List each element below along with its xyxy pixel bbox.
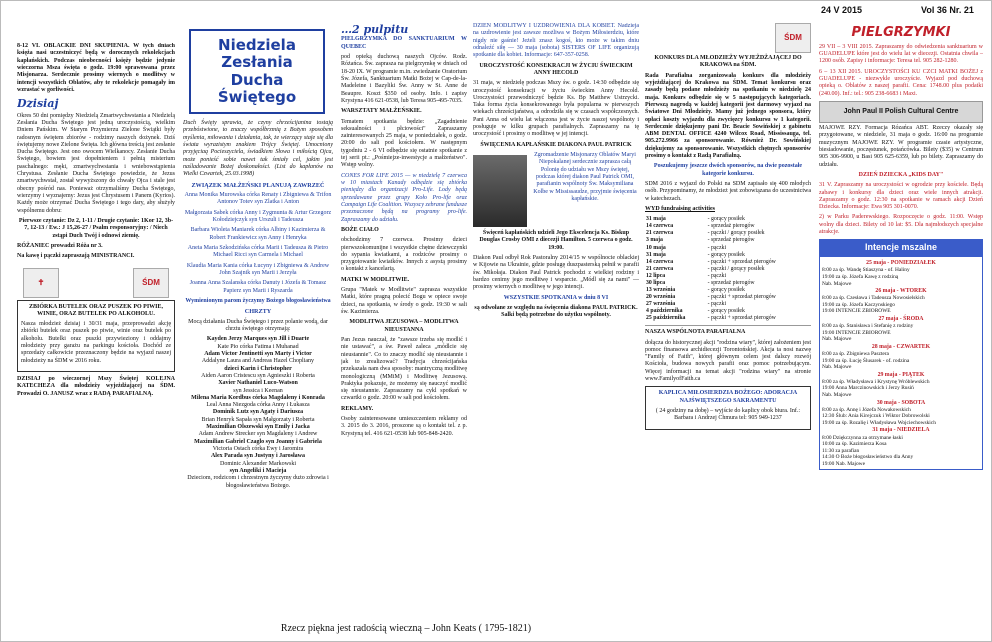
fund-row (645, 245, 811, 252)
baptism-item: Maximilian Gabriel Czaglo syn Joanny i Gabriela (194, 438, 322, 445)
column-5 (645, 23, 811, 434)
intention-row: Nab. Majowe (822, 392, 852, 399)
rosary-notice: RÓŻANIEC prowadzi Róża nr 3. (17, 242, 103, 249)
mothers-heading: MATKI W MODLITWIE. (341, 276, 410, 283)
intention-row: 19:00 za śp. Józefa Kawę z rodziną (822, 274, 899, 281)
intention-row: 19:00 za śp. Łucję Ślusarek - of. rodzina (822, 357, 910, 364)
kids-day-heading: DZIEŃ DZIECKA „KIDS DAY" (858, 171, 944, 178)
fund-date: 21 czerwca (646, 265, 674, 272)
retreat-notice: 8-12 VI. OBLACKIE DNI SKUPIENIA. W tych dniach księża nasi uczestniczyć będą w dorocznych rekolekcjach kapłańskich. Podczas nieobecności księży będzie jedynie wieczorna Msza święta o godz. 19:00 sprawowana przez Misjonarza. Serdecznie prosimy wiernych o modlitwy w intencji wszystkich Oblatów, aby te rekolekcje pomagały im wzrastać w gorliwości. (17, 43, 175, 93)
intentions-heading: Intencje mszalne (819, 239, 983, 256)
sdm-text: SDM 2016 z wyjazd do Polski na SDM zapisało się 400 młodych osób. Przypominamy, że młodzież jest zobowiązana do uczestnictwa w katechezach. (645, 181, 811, 202)
intention-row: 8:00 za śp. Wandę Stiaszyna - of. Haliny (822, 267, 910, 274)
footer-quote: Rzecz piękna jest radością wieczną – John Keats ( 1795-1821) (280, 622, 532, 634)
intention-row: Nab. Majowe (822, 336, 852, 343)
fund-activity: - sprzedaż pierogów (707, 237, 755, 244)
fund-row (645, 315, 811, 322)
cones-text: CONES FOR LIFE 2015 — w niedzielę 7 czerwca w 10 miastach Kanady odbędzie się zbiórka pieniędzy dla organizacji Pro-Life. Lody będą sprzedawane przez grupy Koło Pro-life oraz Campaign Life Coalition. Wszyscy zebrane fundusze przeznaczone będą na programy pro-life. Zapraszamy do udziału. (341, 172, 467, 223)
fund-row (645, 237, 811, 244)
fund-activity: - gorący posiłek (707, 251, 745, 258)
fund-activity: - pączki (707, 272, 727, 279)
fund-date: 30 lipca (646, 279, 666, 286)
couple-item: Anna Monika Murowska córka Renaty i Zbigniewa & Trifon Antonov Totev syn Zlatka i Anton (184, 192, 332, 206)
intention-day: 30 maja - SOBOTA (876, 399, 926, 406)
couple-item: Joanna Anna Szalanska córka Danuty i Józefa & Tomasz Papierz syn Marii i Ryszarda (189, 280, 327, 294)
couple-item: Barbara Wioleta Maniarek córka Albiny i Kazimierza & Robert Frankiewicz syn Anny i Henryka (190, 227, 326, 241)
workshops-text: Tematem spotkania będzie: „Zagadnienie seksualności i płciowości" Zapraszamy zainteresowanych 25 maja, w poniedziałek, o godz. 20:00 do sali pod kościołem. W następnym tygodniu 2 - 6 VI odbędzie się ostatnie spotkanie z tej serii pt.: „Pośmiejze-inwestycje a małżeństwo". Wstęp wolny. (341, 118, 467, 169)
bottle-drive-text: Nasza młodzież dzisiaj i 30/31 maja, przeprowadzi akcję zbiórki butelek oraz puszek po piwie, winie oraz butelek po alkoholu. Butelki oraz puszki przywieziony i oddajmy młodzieży przy garażu na parkingu kościoła. Dochód ze sprzedaży całkowicie przeznaczony będzie na wyjazd naszej młodzieży na ŚDM w 2016 roku. (21, 321, 171, 364)
couple-item: Aneta Maria Szkodzińska córka Marii i Tadeusza & Pietro Michael Ricci syn Carmela i Michael (187, 244, 329, 259)
chapel-heading: KAPLICA MIŁOSIERDZIA BOŻEGO: ADORACJA NAJŚWIĘTSZEGO SAKRAMENTU (658, 390, 798, 404)
intention-row: 14:30 O Boże błogosławieństwo dla Anny (822, 454, 914, 461)
fund-activity: - sprzedaż pierogów (707, 223, 755, 230)
fund-row (645, 301, 811, 308)
quebec-heading: PIELGRZYMKA DO SANKTUARIUM W QUEBEC (341, 36, 467, 50)
fund-row (645, 266, 811, 273)
pilgrimage-1: 29 VII – 3 VIII 2015. Zapraszamy do odwiedzenia sanktuarium w GUADELUPE które jest do wielu lat w diecezji. Ostatnia chwila – 1200 osób. Zapisy i informacje: Teresa tel. 905 282-1280. (819, 43, 983, 65)
baptism-item: Dominic Alexander Markowski (220, 460, 296, 467)
intention-day: 29 maja - PIĄTEK (877, 371, 925, 378)
fund-row (645, 223, 811, 230)
fund-activity: - gorący posiłek (707, 308, 745, 315)
fund-date: 31 maja (646, 251, 666, 258)
readings: Pierwsze czytanie: Dz 2, 1-11 / Drugie czytanie: 1Kor 12, 3b-7, 12-13 / Ew.: J 15,26-27 / Psalm responsoryjny: / Niech zstąpi Duch Twój i odnowi ziemię. (18, 217, 174, 239)
contest-heading: KONKURS DLA MŁODZIEŻY WYJEŻDŻAJĄCEJ DO KRAKOWA na ŚDM. (654, 55, 802, 69)
ordination-text: Diakon Paul odbył Rok Pastoralny 2014/15 w wspólnocie oblackiej w Kijowie na Ukrainie, gdzie posługę duszpasterską pełnił w parafii św. Mikołaja. Diakon Paul Patrick pochodzi z wielkiej rodziny i bardzo cenimy jego modlitwę i wsparcie. „Módl się za nami" — prosimy wiernych o modlitwę w jego intencji. (473, 254, 639, 291)
intention-row: Nab. Majowe (822, 364, 852, 371)
meetings-heading: WSZYSTKIE SPOTKANIA w dniu 8 VI (503, 294, 609, 301)
fund-date: 14 czerwca (646, 258, 674, 265)
consecration-heading: UROCZYSTOŚĆ KONSEKRACJI W ŻYCIU ŚWIECKIM ANNY HECOLD (479, 62, 633, 76)
bottle-drive-title: ZBIÓRKA BUTELEK ORAZ PUSZEK PO PIWIE, WINIE, ORAZ BUTELEK PO ALKOHOLU. (28, 303, 164, 317)
fund-row (645, 230, 811, 237)
fund-activity: - gorący posiłek (707, 216, 745, 223)
baptism-item: Brian Henryk Sapała syn Małgorzaty i Roberta (201, 416, 315, 423)
contest-text: Rada Parafialna zorganizowała konkurs dla młodzieży wyjeżdżającej do Krakowa na ŚDM. Temat konkursu oraz zasady będą podane młodzieży na spotkaniu w niedzielę 24 maja. Konkurs odbędzie się w 5 następujących kategoriach. Pierwszą nagrodą w każdej kategorii jest darmowy wyjazd na Światowe Dni Młodzieży. Mamy już jednego sponsora, który opłaci koszty wyjazdu dla zwycięzcy konkursu w 1 kategorii. Serdecznie dziękujemy pani Dr. Beacie Sowińskiej z gabinetu ABM DENTAL OFFICE 4240 Wilcox Road, Mississauga, tel. 905.272.9966 za sponsorowanie. Również Dr. Sowińskiej dziękujemy za sponsorowanie. Wszystkich chętnych sponsorów prosimy o kontakt z Radą Parafialną. (645, 72, 811, 160)
krakow-logo-icon: ŚDM (133, 268, 169, 298)
intentions-list (819, 256, 983, 470)
intention-day: 31 maja - NIEDZIELA (872, 427, 930, 434)
ordination-invite: Zgromadzenie Misjonarzy Oblatów Maryi Niepokalanej serdecznie zaprasza całą Polonię do udziału we Mszy świętej, podczas której diakon Paul Patrick OMI, parafianin wspólnoty Św. Maksymiliana Kolbe w Mississaudze, przyjmie święcenia kapłańskie. (533, 152, 637, 202)
fund-date: 14 czerwca (646, 223, 674, 230)
intention-row: 8:00 Dziękczynna za otrzymane łaski (822, 434, 903, 441)
fund-date: 27 września (646, 301, 676, 307)
intention-row: Nab. Majowe (822, 280, 852, 287)
fund-date: 25 października (646, 315, 686, 322)
baptism-item: dzieci Karin i Christopher (224, 365, 292, 372)
marriage-list (183, 192, 333, 295)
pentecost-title: Niedziela Zesłania Ducha Świętego (189, 29, 325, 114)
baptism-item: Xavier Nathaniel Luco-Watson (218, 380, 298, 387)
fund-activity: - pączki (707, 244, 727, 251)
intention-row: 8:00 za śp. Stanisława i Stefanię z rodziny (822, 323, 914, 330)
baptism-item: Addalyne Laura and Andreas Hazel Chopliany (201, 358, 315, 365)
fund-date: 12 lipca (646, 272, 666, 279)
fund-row (645, 287, 811, 294)
intention-row: 10:00 za śp. Kazimierza Kosa (822, 441, 887, 448)
intention-day: 25 maja - PONIEDZIAŁEK (866, 260, 936, 267)
column-2 (183, 23, 333, 493)
intention-row: 19:00 za śp. Rozalię i Władysława Wojciechowskich (822, 419, 936, 426)
intention-row: 8:00 za śp. Władysława i Krystynę Wróblewskich (822, 378, 930, 385)
sdm-logo-icon: ŚDM (775, 23, 811, 53)
baptism-item: syn Angeliki i Macieja (229, 467, 287, 474)
fund-row (645, 294, 811, 301)
coffee-notice: Na kawę i pączki zapraszają MINISTRANCI. (17, 253, 135, 260)
baptism-item: Alex Parada syn Justyny i Jarosława (210, 453, 306, 460)
fund-row (645, 273, 811, 280)
fund-table (645, 216, 811, 322)
parish-community-text: dołącza do historycznej akcji "rodzina wiary", której założeniem jest pomoc finansowa archidiecezji Torontońskiej. Akcja ta nosi nazwę "Family of Faith", której głównym celem jest dalszy rozwój Kościoła, budowa nowych parafii oraz pomoc potrzebującym. Więcej informacji na temat akcji "rodzina wiary" na stronie www.FamilyofFaith.ca (645, 339, 811, 383)
fund-row (645, 308, 811, 315)
pentecost-quote: Duch Święty sprawia, że czyny chrześcijanina tostają przebóstwione, to znaczy współbrzmią z Bożym sposobem myślenia, miłowania i działania, tak, że wierzący staje się dla świata wyrazistym znakiem Trójcy Świętej. Umocniony przyjęciaą Pocieszyciela, świadkiem Słowa i miłością Ojca, może ponieść sobie nawet tak śmiały cel, jakim jest naśladowanie Bożej doskonałości. (List do kapłanów na Wielki Czwartek, 25.03.1998) (183, 120, 333, 178)
baptism-item: Adam Victor Jentinetti syn Marty i Victor (204, 350, 312, 357)
intention-row: 19:00 Nab. Majowe (822, 460, 865, 467)
intention-row: 19:00 Anna Marczinowskich i Jerzy Rusiń (822, 385, 914, 392)
cultural-centre-banner: John Paul II Polish Cultural Centre (819, 101, 983, 123)
fund-date: 21 czerwca (646, 230, 674, 237)
couple-item: Klaudia Maria Kania córka Łucyny i Zbigniewa & Andrew John Szajnik syn Marii i Jerzyła (186, 262, 330, 276)
ordination-heading: ŚWIĘCENIA KAPŁAŃSKIE DIAKONA PAUL PATRICK (480, 141, 632, 148)
majowe-text: MAJOWE RZY. Formacja Rózańca ABT. Rzeczy okazały się przygotowane, w niedziele, 31 maja o godz. 16:00 na programie muzycznym MAJOWE RZY. W programie czasie artystyczne, biesiadowanie, poczęstunek, potańcówka. Bilety ($35) w Centrum 905 306-9900, u Basi 905 625-6359, lub po bilety. Zapraszamy do udziału. (819, 125, 983, 168)
fund-date: 10 maja (646, 244, 666, 251)
coffee-row (17, 253, 175, 263)
chapel-text: ( 24 godziny na dobę) – wyjście do kaplicy obok biura. Inf.: Barbara i Andrzej Chmura tel: 905 949-1237 (655, 408, 801, 422)
corpus-heading: BOŻE CIAŁO (341, 226, 379, 233)
baptism-wish: Dzieciom, rodzicom i chrzestnym życzymy dużo zdrowia i błogosławieństwa Bożego. (187, 475, 329, 489)
mothers-text: Grupa "Matek w Modlitwie" zaprasza wszystkie Matki, które pragną polecić Bogu w opiece swoje dzieci, na spotkania, w środy o godz. 19:30 w sali św. Kazimierza. (341, 287, 467, 316)
ordination-bishop: Święceń kapłańskich udzieli Jego Ekscelencja Ks. Biskup Douglas Crosby OMI z diecezji Hamilton. 5 czerwca o godz. 19:00. (479, 230, 633, 251)
baptism-item: Aiden Aaron Cristescu syn Agnieszki i Roberta (201, 372, 315, 379)
baptism-item: Maximilian Olszewski syn Emily i Jacka (206, 424, 310, 431)
column-1 (17, 43, 175, 401)
bulletin-volume: Vol 36 Nr. 21 (921, 5, 974, 15)
intention-day: 26 maja - WTOREK (875, 288, 927, 295)
chapel-box (645, 386, 811, 429)
logo-row (23, 268, 169, 298)
fund-activity: - pączki (707, 301, 727, 307)
baptism-item: Kate Pio córka Fatima i Muhanad (217, 343, 299, 350)
fund-row (645, 280, 811, 287)
intention-row: 8:00 za śp. Czesława i Tadeusza Nowosielskich (822, 295, 925, 302)
column-6 (819, 23, 983, 470)
fund-activity: - pączki / gorący posiłek (707, 265, 765, 272)
fund-row (645, 252, 811, 259)
baptism-item: Victoria Ostach córka Ewy i Jaromira (212, 446, 304, 452)
bulletin-date: 24 V 2015 (821, 5, 863, 15)
sdm-logo-row (645, 23, 811, 53)
column-4 (473, 23, 639, 322)
catechesis-notice: DZISIAJ po wieczornej Mszy Świętej KOLEJNA KATECHEZA dla młodzieży wyjeżdżającej na ŚDM. Prowadzi O. JANUSZ wraz z RADĄ PARAFIALNĄ. (17, 376, 175, 397)
fund-date: 4 października (646, 308, 683, 315)
pilgrimages-heading: PIELGRZYMKI (851, 25, 951, 40)
baptism-item: Kayden Jerzy Marques syn Jill i Duarte (206, 336, 310, 343)
fund-activity: - sprzedaż pierogów (707, 279, 755, 286)
baptism-list (183, 336, 333, 475)
sponsors-text: Poszukujemy jeszcze dwóch sponsorów, na dwie pozostałe kategorie konkursu. (653, 163, 803, 177)
intention-day: 27 maja - ŚRODA (878, 316, 924, 323)
fund-date: 20 września (646, 293, 676, 300)
deacon-photo (473, 155, 527, 227)
fund-row (645, 216, 811, 223)
ordination-block (473, 152, 639, 230)
column-3 (341, 23, 467, 441)
women-day-text: DZIEŃ MODLITWY I UZDROWIENIA DLA KOBIET. Nadzieja na uzdrowienie jest zawsze możliwa w Bożym Miłosierdziu, które nigdy nie gaśnie! Jeżeli znasz kogoś, kto może w takim dniu odnaleźć siłę — 30 maja (sobota) SISTERS OF LIFE organizują spotkanie dla kobiet. Informacje: 647-357-0258. (473, 23, 639, 59)
baptism-item: syn Jessica i Keenan (233, 387, 283, 394)
fund-date: 13 września (646, 286, 676, 293)
fund-row (645, 259, 811, 266)
baptism-item: Adam Andrew Strecker syn Magdaleny i Andrew (198, 431, 318, 438)
marriage-heading: ZWIĄZEK MAŁŻEŃSKI PLANUJĄ ZAWRZEĆ (191, 181, 325, 189)
baptism-item: Leal Anna Niezgoda córka Anny i Łukasza (206, 402, 310, 409)
wyd-logo-icon: ✝ (23, 268, 59, 298)
intention-row: 12:30 Ślub: Ania Kirejczuk i Wiktor Dobrowolski (822, 413, 930, 420)
fund-activity: - pączki + sprzedaż pierogów (707, 315, 776, 322)
baptism-intro: Mocą działania Ducha Świętego i przez polanie wodą, dar chrztu świętego otrzymają: (188, 318, 328, 332)
jesus-prayer-heading: MODLITWA JEZUSOWA – MODLITWA NIEUSTANNA (349, 319, 459, 333)
consecration-text: 31 maja, w niedzielę podczas Mszy św. o godz. 14:30 odbędzie się uroczystość konsekracji w życiu świeckim Anny Hecold. Uroczystości przewodniczyć będzie Ks. Bp Matthew Ustrzycki. Taka forma życia konsekrowanego była popularna w pierwszych wiekach chrześcijaństwa, a odrodziła się w czasach współczesnych. Pani Anna od wielu lat włączona jest w życie naszej wspólnoty i posługuje w kilku grupach parafialnych. Zapraszamy na tę uroczystość i prosimy o modlitwę w jej intencji. (473, 80, 639, 138)
bottle-drive-box (17, 300, 175, 373)
pulpit-heading: …2 pulpitu (341, 23, 409, 36)
corpus-text: obchodzimy 7 czerwca. Prosimy dzieci pierwszokomunijne i wszystkie chętne dziewczynki do sypania kwiatkami, a rodziców prosimy o przygotowanie kwiatków. Innych z asystą prosimy o kontakt z kancelarią. (341, 237, 467, 273)
fund-activity: - pączki + sprzedaż pierogów (707, 293, 776, 300)
pilgrimage-2: 6 – 13 XII 2015. UROCZYSTOŚCI KU CZCI MATKI BOŻEJ z GUADELUPE - niezwykle uroczyście. Wyjazd pod duchową opieką o. Oblatów z naszej parafii. Cena: 1748.00 plus podatki (240.00). Inf.: tel.: 905 238-6683 i Maxi. (819, 68, 983, 97)
ads-text: Osoby zainteresowane umieszczeniem reklamy od 3. 2015 do 3. 2016, proszone są o kontakt tel. z p. Krystyną tel. 416 621-0538 lub 905-848-2420. (341, 416, 467, 437)
parish-community-heading: NASZA WSPÓLNOTA PARAFIALNA (645, 329, 746, 336)
marriage-wish: Wymienionym parom życzymy Bożego błogosławieństwa (185, 297, 331, 304)
couple-item: Małgorzata Sabek córka Anny i Zygmunta & Artur Grzegorz Kołodziejczyk syn Urszuli i Tadeusza (184, 209, 332, 223)
kids-day-text: 31 V. Zapraszamy na uroczystości w ogrodzie przy kościele. Będą zabawy i konkursy dla dzieci oraz wiele innych atrakcji. Zapraszamy o godz. 12:30 na spotkanie w ramach akcji Dzień Dziecka. Informacje: Ewa 905 301-0070. (819, 182, 983, 211)
fund-date: 31 maja (646, 216, 666, 223)
pentecost-text: Okres 50 dni pomiędzy Niedzielą Zmartwychwstania a Niedzielą Zesłania Ducha Świętego jest jedną uroczystością, wielkim Dniem Pańskim. W Starym Przymierzu Zielone Świątki były radosnym świętem zbiorów - rodzimy naszych dożynek. Dziś świętujemy nowe Zielone Święta. Ich główna treścią jest zesłanie Ducha Świętego. Jest ono owocem Wielkanocy. Zesłanie Ducha Świętego, bowiem jest dopełnieniem i pełnią misterium paschalnego: męki, zmartwychwstania i wniebowstąpienia Chrystusa. Zesłanie Ducha Świętego powiedzie, że Jezus zmartwychwstał, został wywyższony do chwały Ojca i stale jest obecny pośród nas. Ponieważ otrzymaliśmy Ducha Świętego, wierzymy i wyznajemy: Jezus jest Chrystusem i Panem (Kyrios). Każdy może otrzymać Ducha Świętego i tego dary, aby służyły wspólnemu dobru: (17, 112, 175, 214)
intention-row: 8:00 za śp. Zbigniewa Pasztera (822, 350, 889, 357)
intention-row: 19:00 INTENCJE ZBIOROWE (822, 329, 891, 336)
baptism-item: Milena Maria Kordbus córka Magdaleny i Konrada (191, 394, 325, 401)
baptism-heading: CHRZTY (244, 308, 272, 316)
intention-row: 8:00 za śp. Annę i Józefa Nowakowskich (822, 406, 911, 413)
baptism-item: Dominik Lutz syn Agaty i Dariusza (212, 409, 304, 416)
fund-heading: WYD fundraising activities (645, 205, 716, 212)
fund-activity: - gorący posiłek (707, 286, 745, 293)
meetings-text: są odwołane ze względu na święcenia diakona PAUL PATRICK. Salki będą potrzebne do użytku wspólnoty. (474, 304, 638, 319)
intention-day: 28 maja - CZWARTEK (871, 343, 931, 350)
intention-row: 19:00 za śp. Józefa Kaczynskiego (822, 301, 895, 308)
ads-heading: REKLAMY. (341, 405, 374, 412)
quebec-text: pod opieką duchową naszych Ojców. Rodz. Różańca. Św. zaprasza na pielgrzymkę w dniach od 18-20 IX. W programie m.in. zwiedzanie Oratorium Św. Józefa, Sanktuarium Matki Bożej w Cap-de-la-Madeleine i Bazyliki Św. Anny w St. Anne de Beaupre. Koszt $350 od osoby. Info. i zapisy Krystyna 416 621-0538, lub Teresa 905-495-7035. (341, 54, 467, 104)
today-heading: Dzisiaj (17, 97, 59, 111)
workshops-heading: WARSZTATY MAŁŻEŃSKIE. (341, 108, 422, 115)
jesus-prayer-text: Pan Jezus nauczał, że "zawsze trzeba się modlić i nie ustawać", a św. Paweł zaleca „módlcie się nieustannie". Co to znaczy modlić się nieustannie i jak to zrealizować? Tradycja chrześcijańska przekazała nam dwa sposoby: mantryczną modlitwę monologiczną (MMiM) i Modlitwę Jezusową. Praktyka pokazuje, że możemy się nauczyć modlić się nieustannie. Zapraszamy na cykl spotkań w czwartki o godz. 20:00 w sali pod kościołem. (341, 336, 467, 402)
intention-row: 11:30 za parafian (822, 447, 860, 454)
kids-day-text-2: 2) w Parku Paderewskiego. Rozpoczęcie o godz. 11:00. Wstęp wolny dla dzieci. Bilety od 10 lat: $5. Dla najmłodszych specjalne atrakcje. (819, 214, 983, 236)
fund-activity: - pączki / gorący posiłek (707, 230, 765, 237)
intention-row: 19:00 INTENCJE ZBIOROWE (822, 308, 891, 315)
fund-activity: - pączki + sprzedaż pierogów (707, 258, 776, 265)
fund-date: 3 maja (646, 237, 663, 244)
